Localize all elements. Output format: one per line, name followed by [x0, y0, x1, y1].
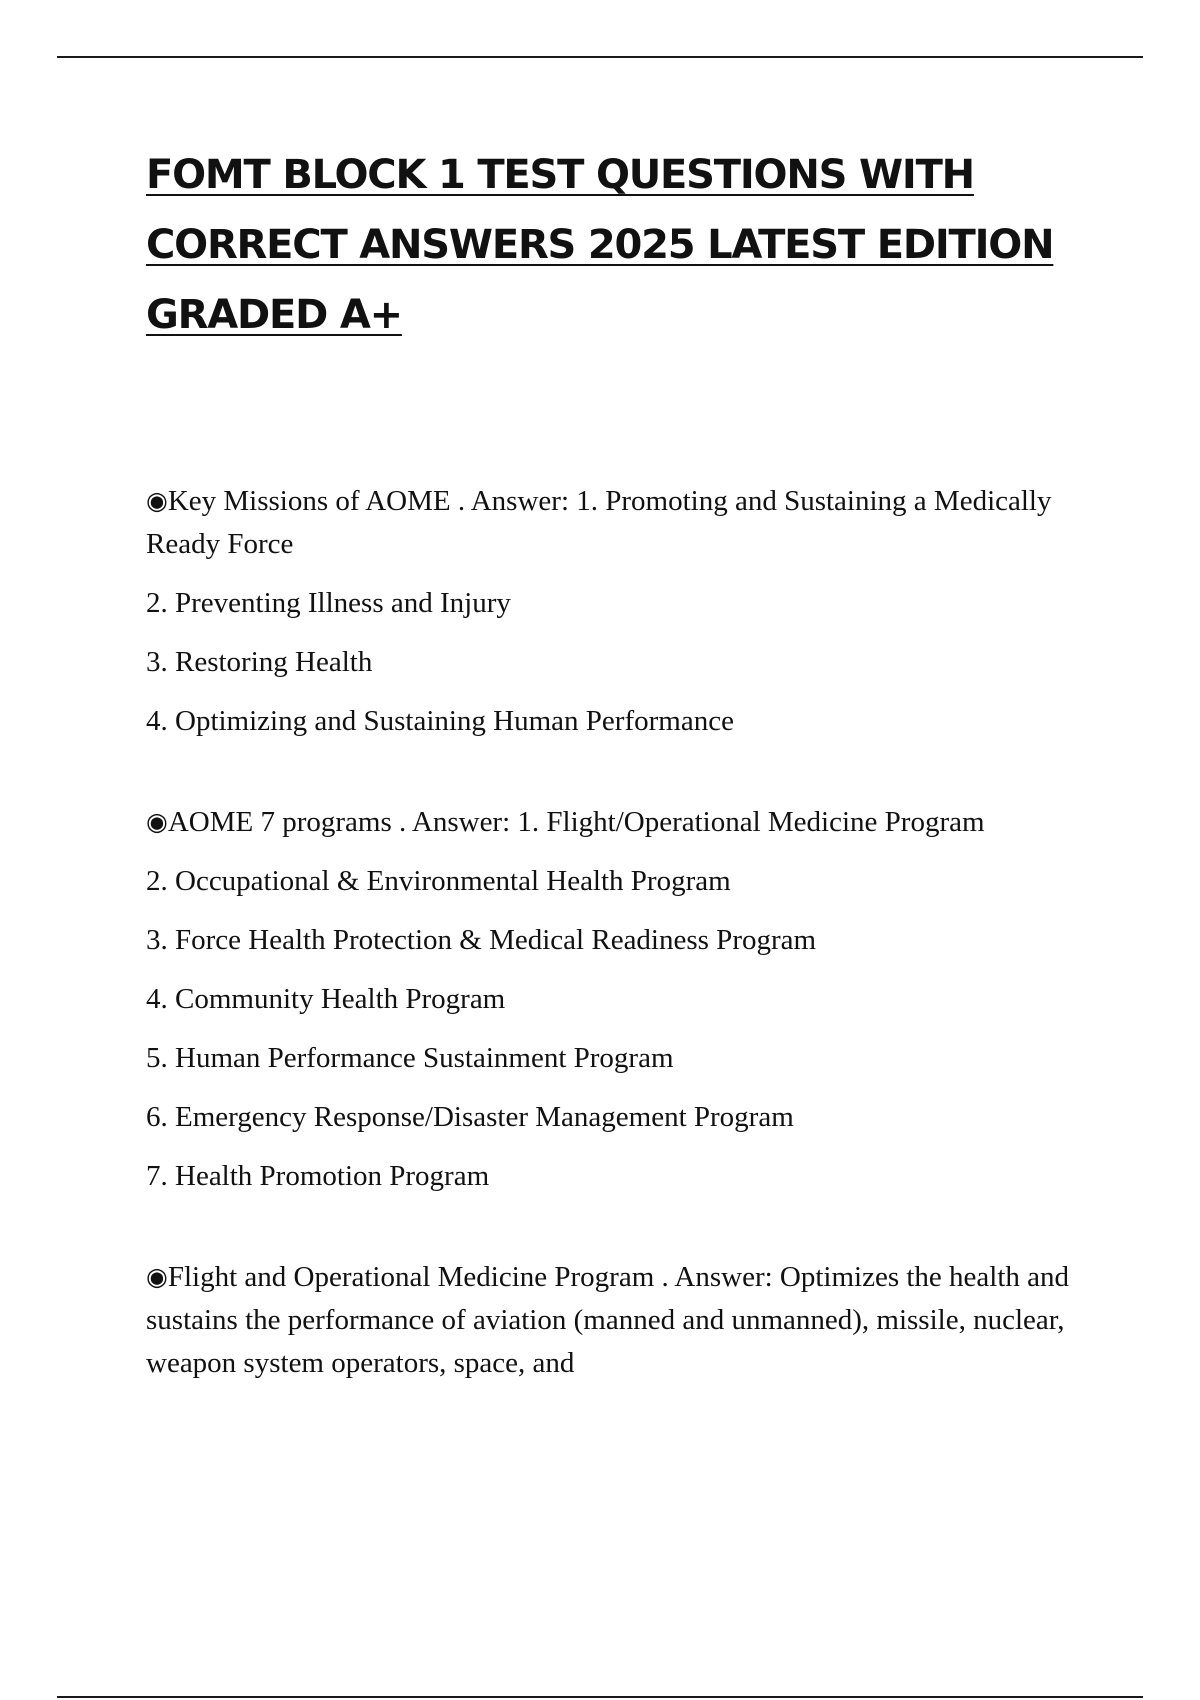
answer-item: 5. Human Performance Sustainment Program	[146, 1042, 674, 1074]
question-block	[146, 1256, 1106, 1385]
answer-item: 2. Occupational & Environmental Health Program	[146, 865, 731, 897]
answer-item: 6. Emergency Response/Disaster Management Program	[146, 1101, 794, 1133]
question-text	[146, 480, 1106, 566]
title-line: FOMT BLOCK 1 TEST QUESTIONS WITH	[146, 152, 974, 198]
answer-item: 3. Force Health Protection & Medical Readiness Program	[146, 924, 817, 956]
answer-item: 2. Preventing Illness and Injury	[146, 587, 511, 619]
question-label: AOME 7 programs . Answer: 1. Flight/Operational Medicine Program	[167, 806, 985, 838]
answer-item: 3. Restoring Health	[146, 646, 373, 678]
question-label: Flight and Operational Medicine Program . Answer: Optimizes the health and sustains the performance of aviation (manned and unmanned), missile, nuclear, weapon system operators, space, and	[146, 1261, 1070, 1379]
answer-item: 4. Optimizing and Sustaining Human Performance	[146, 705, 734, 737]
question-text	[146, 1256, 1106, 1385]
bullet-icon: ◉	[146, 486, 168, 515]
title-line: CORRECT ANSWERS 2025 LATEST EDITION	[146, 222, 1054, 268]
question-block	[146, 801, 1106, 1198]
document-title	[146, 140, 1086, 350]
question-label: Key Missions of AOME . Answer: 1. Promoting and Sustaining a Medically Ready Force	[146, 485, 1052, 560]
answer-item: 7. Health Promotion Program	[146, 1160, 490, 1192]
document-body	[146, 480, 1106, 1443]
question-text	[146, 801, 1106, 844]
answer-item: 4. Community Health Program	[146, 983, 506, 1015]
title-line: GRADED A+	[146, 292, 402, 338]
bullet-icon: ◉	[146, 1262, 168, 1291]
question-block	[146, 480, 1106, 743]
footer-rule	[57, 1696, 1143, 1698]
bullet-icon: ◉	[146, 807, 168, 836]
header-rule	[57, 56, 1143, 58]
